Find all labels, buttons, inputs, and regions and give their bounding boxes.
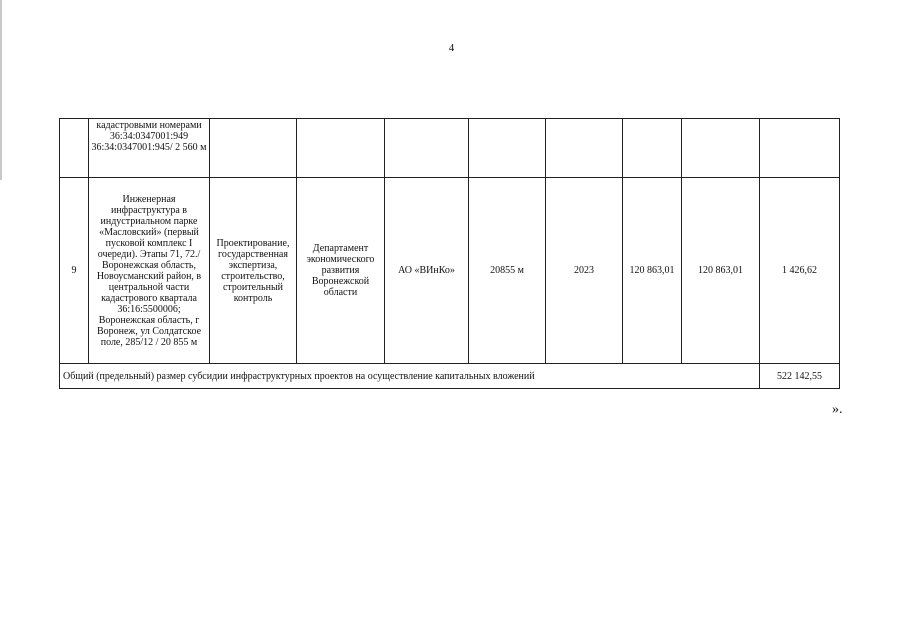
scan-edge-mark xyxy=(0,0,2,180)
recipient-cell xyxy=(385,119,469,178)
cost2-cell: 120 863,01 xyxy=(682,178,760,364)
recipient-cell: АО «ВИнКо» xyxy=(385,178,469,364)
closing-quote: ». xyxy=(832,402,843,417)
cost2-cell xyxy=(682,119,760,178)
table-row xyxy=(60,178,840,364)
capacity-cell: 20855 м xyxy=(469,178,546,364)
year-cell: 2023 xyxy=(546,178,623,364)
subsidy-cell xyxy=(760,119,840,178)
total-row xyxy=(60,364,840,389)
object-cell: кадастровыми номерами 36:34:0347001:949 36:34:0347001:945/ 2 560 м xyxy=(89,119,210,178)
total-value: 522 142,55 xyxy=(760,364,840,389)
capacity-cell xyxy=(469,119,546,178)
cost-cell xyxy=(623,119,682,178)
work-type-cell: Проектирование, государственная экспертиза, строительство, строительный контроль xyxy=(210,178,297,364)
row-number-cell: 9 xyxy=(60,178,89,364)
cost-cell: 120 863,01 xyxy=(623,178,682,364)
subsidy-table xyxy=(59,118,840,389)
object-cell: Инженерная инфраструктура в индустриальном парке «Масловский» (первый пусковой комплекс I очереди). Этапы 71, 72./Воронежская область, Новоусманский район, в центральной части кадастрового квартала 36:16:5500006; Воронежская область, г Воронеж, ул Солдатское поле, 285/12 / 20 855 м xyxy=(89,178,210,364)
work-type-cell xyxy=(210,119,297,178)
year-cell xyxy=(546,119,623,178)
subsidy-cell: 1 426,62 xyxy=(760,178,840,364)
agency-cell: Департамент экономического развития Воронежской области xyxy=(297,178,385,364)
table-row xyxy=(60,119,840,178)
total-label: Общий (предельный) размер субсидии инфраструктурных проектов на осуществление капитальных вложений xyxy=(60,364,760,389)
agency-cell xyxy=(297,119,385,178)
page-number: 4 xyxy=(448,42,455,54)
row-number-cell xyxy=(60,119,89,178)
